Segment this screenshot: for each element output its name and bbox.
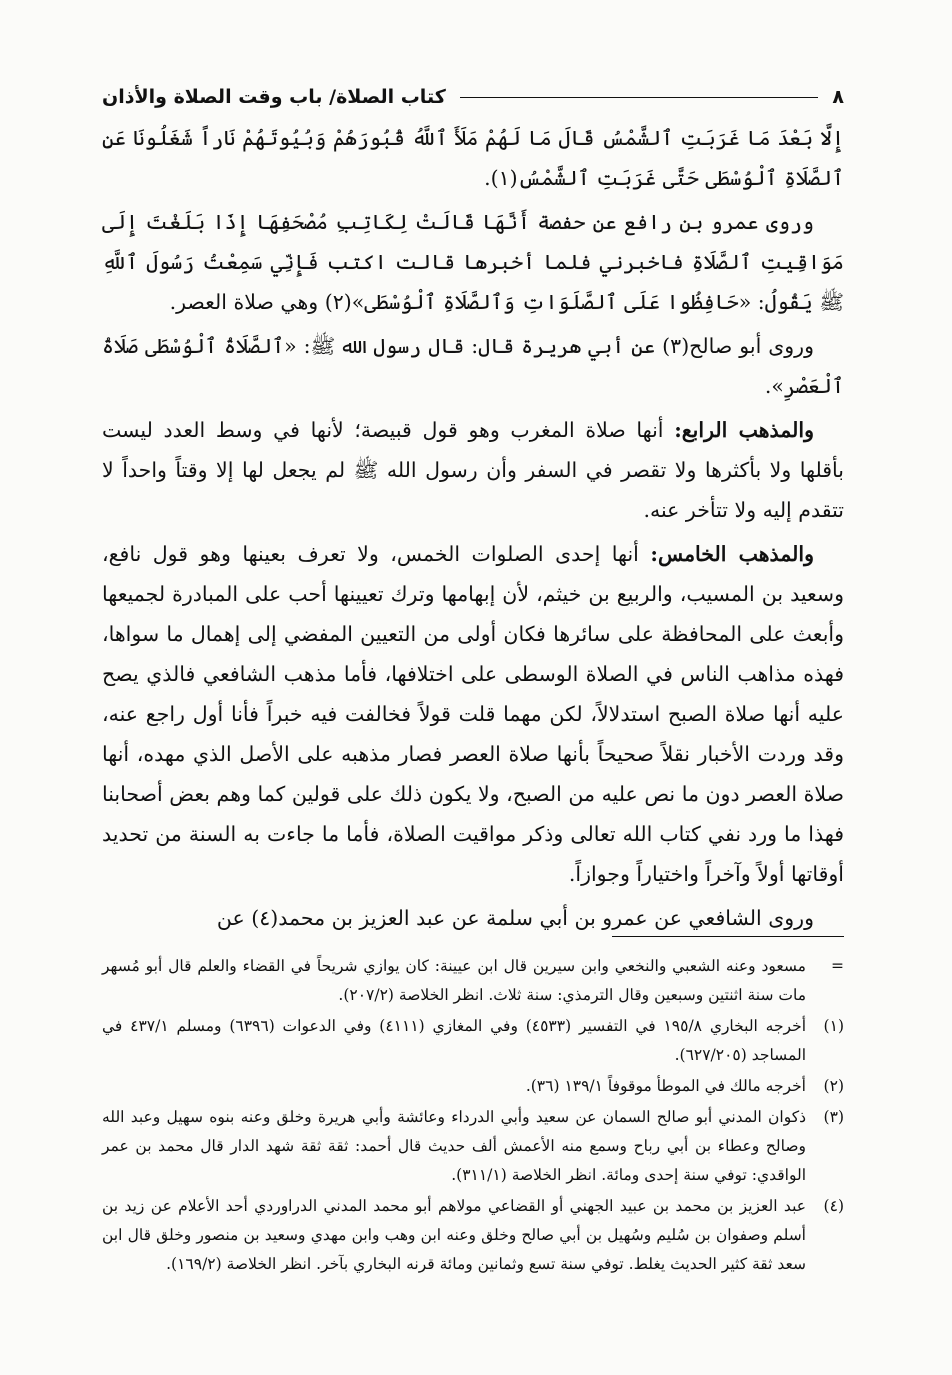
footnote-separator (612, 936, 844, 937)
footnote-number: (٢) (823, 1077, 844, 1095)
paragraph: إِلَّا بَعْدَ مَا غَرَبَتِ ٱلشَّمْسُ قَالَ مَا لَهُمْ مَلَأَ ٱللَّهُ قُبُورَهُمْ وَبُيُوتَهُمْ نَاراً شَغَلُونَا عَنِ ٱلصَّلَاةِ ٱلْوُسْطَى حَتَّى غَرَبَتِ ٱلشَّمْسُ(١). (102, 126, 844, 190)
header-rule (460, 97, 819, 98)
page-number: ٨ (832, 86, 844, 108)
footnote-number: (٣) (823, 1108, 844, 1126)
paragraph-fourth-opinion (102, 410, 844, 530)
footnote-number: = (831, 957, 844, 975)
footnote-number: (١) (823, 1017, 844, 1035)
footnote-text: مسعود وعنه الشعبي والنخعي وابن سيرين قال ابن عيينة: كان يوازي شريحاً في القضاء والعلم قال أبو مُسهر مات سنة اثنتين وسبعين وقال الترمذي: سنة ثلاث. انظر الخلاصة (٢٠٧/٢). (102, 957, 806, 1004)
paragraph-fifth-opinion (102, 534, 844, 894)
paragraph: وروى عمرو بن رافع عن حفصة أَنَّهَا قَالَتْ لِكَاتِبِ مُصْحَفِهَا إِذَا بَلَغْتَ إِلَى مَوَاقِيتِ ٱلصَّلَاةِ فاخبرني فلما أخبرها قالت اكتب فَإِنِّي سَمِعْتُ رَسُولَ ٱللَّهِ ﷺ يَقُولُ: «حَافِظُوا عَلَى ٱلصَّلَوَاتِ وَٱلصَّلَاةِ ٱلْوُسْطَى»(٢) وهي صلاة العصر. (102, 210, 844, 314)
footnote (102, 952, 844, 1010)
footnote-number: (٤) (823, 1197, 844, 1215)
footnote (102, 1072, 844, 1101)
footnote-text: أخرجه مالك في الموطأ موقوفاً ١٣٩/١ (٣٦). (525, 1077, 806, 1095)
paragraph-text: أنها إحدى الصلوات الخمس، ولا تعرف بعينها وهو قول نافع، وسعيد بن المسيب، والربيع بن خيثم، لأن إبهامها وترك تعيينها أحب على المبادرة لجميعها وأبعث على المحافظة على سائرها فكان أولى من التعيين المفضي إلى إهمال ما سواها، فهذه مذاهب الناس في الصلاة الوسطى على اختلافها، فأما مذهب الشافعي فالذي يصح عليه أنها صلاة الصبح استدلالاً، لكن مهما قلت قولاً فخالفت فيه خبراً فأنا أول راجع عنه، وقد وردت الأخبار نقلاً صحيحاً بأنها صلاة العصر فصار مذهبه على الأصل الذي مهده، أنها صلاة العصر دون ما نص عليه من الصبح، ولا يكون ذلك على قولين كما وهم بعض أصحابنا فهذا ما ورد نفي كتاب الله تعالى وذكر مواقيت الصلاة، فأما ما جاءت به السنة من تحديد أوقاتها أولاً وآخراً واختياراً وجوازاً. (102, 542, 844, 886)
footnote (102, 1103, 844, 1190)
section-label: والمذهب الرابع: (674, 418, 814, 442)
footnote-text: عبد العزيز بن محمد بن عبيد الجهني أو القضاعي مولاهم أبو محمد المدني الدراوردي أحد الأعلام عن زيد بن أسلم وصفوان بن سُليم وسُهيل بن أبي صالح وخلق وعنه ابن وهب وابن مهدي وسعيد بن منصور وخلق قال ابن سعد ثقة كثير الحديث يغلط. توفي سنة تسع وثمانين ومائة قرنه البخاري بآخر. انظر الخلاصة (١٦٩/٢). (102, 1197, 806, 1273)
footnote-text: ذكوان المدني أبو صالح السمان عن سعيد وأبي الدرداء وعائشة وأبي هريرة وخلق وعنه بنوه سهيل وعبد الله وصالح وعطاء بن أبي رباح وسمع منه الأعمش ألف حديث قال أحمد: ثقة ثقة شهد الدار قال محمد بن عمر الواقدي: توفي سنة إحدى ومائة. انظر الخلاصة (٣١١/١). (102, 1108, 806, 1184)
page-header (102, 82, 844, 112)
section-label: والمذهب الخامس: (650, 542, 814, 566)
paragraph-text: أنها صلاة المغرب وهو قول قبيصة؛ لأنها في وسط العدد ليست بأقلها ولا بأكثرها ولا تقصر في السفر وأن رسول الله ﷺ لم يجعل لها إلا وقتاً واحداً لا تتقدم إليه ولا تتأخر عنه. (102, 418, 844, 522)
paragraph: وروى أبو صالح(٣) عن أبي هريرة قال: قال رسول الله ﷺ: «ٱلصَّلَاةُ ٱلْوُسْطَى صَلَاةُ ٱلْعَصْرِ». (102, 334, 844, 398)
footnote (102, 1012, 844, 1070)
footnote-text: أخرجه البخاري ١٩٥/٨ في التفسير (٤٥٣٣) وفي المغازي (٤١١١) وفي الدعوات (٦٣٩٦) ومسلم ٤٣٧/١ في المساجد (٦٢٧/٢٠٥). (102, 1017, 807, 1064)
footnote (102, 1192, 844, 1279)
running-title: كتاب الصلاة/ باب وقت الصلاة والأذان (102, 86, 446, 108)
footnotes (102, 952, 844, 1281)
paragraph: وروى الشافعي عن عمرو بن أبي سلمة عن عبد العزيز بن محمد(٤) عن (216, 906, 814, 930)
main-text (102, 118, 844, 942)
